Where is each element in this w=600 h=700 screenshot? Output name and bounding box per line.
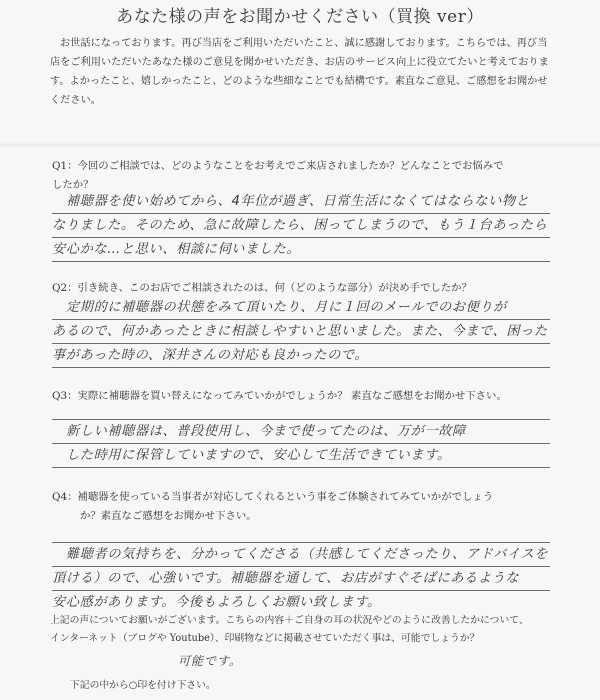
answer-1-line-2: なりました。そのため、急に故障したら、困ってしまうので、もう１台あったら bbox=[52, 214, 550, 238]
question-1-label: Q1：今回のご相談では、どのようなことをお考えでご来店されましたか？どんなことでお悩みで bbox=[52, 160, 504, 172]
intro-paragraph: お世話になっております。再び当店をご利用いただいたこと、誠に感謝しております。こちらでは、再び当店をご利用いただいたあなた様のご意見を聞かせいただき、お店のサービス向上に役立てたいと考えております。よかったこと、嬉しかったこと、どのような些細なことでも結構です。素直なご意見、ご感想をお聞かせください。 bbox=[50, 38, 549, 106]
question-1-label-cont: したか？ bbox=[52, 179, 94, 191]
paper-fold bbox=[0, 142, 600, 148]
question-4-label: Q4：補聴器を使っている当事者が対応してくれるという事をご体験されてみていかがでしょう bbox=[52, 491, 494, 503]
answer-4-line-2: 頂ける）ので、心強いです。補聴器を通して、お店がすぐそばにあるような bbox=[52, 567, 550, 591]
answer-4 bbox=[52, 542, 550, 614]
question-4-label-cont: か？素直なご感想をお聞かせ下さい。 bbox=[80, 510, 257, 522]
answer-4-line-3: 安心感があります。今後もよろしくお願い致します。 bbox=[52, 595, 381, 610]
question-2-label: Q2：引き続き、このお店でご相談されたのは、何（どのような部分）が決め手でしたか？ bbox=[52, 282, 472, 294]
question-3 bbox=[52, 387, 552, 406]
select-instruction: 下記の中から○印を付け下さい。 bbox=[70, 680, 216, 691]
answer-2-line-2: あるので、何かあったときに相談しやすいと思いました。また、今まで、困った bbox=[52, 320, 550, 344]
answer-1-line-3: 安心かな…と思い、相談に伺いました。 bbox=[52, 238, 550, 262]
question-4 bbox=[52, 488, 552, 526]
publication-request-line-2: インターネット（ブログや Youtube）、印刷物などに掲載させていただく事は、可能でしょうか？ bbox=[50, 633, 480, 644]
answer-2-line-3: 事があった時の、深井さんの対応も良かったので。 bbox=[52, 344, 550, 368]
answer-3 bbox=[52, 419, 550, 468]
answer-4-line-1: 難聴者の気持ちを、分かってくださる（共感してくださったり、アドバイスを bbox=[52, 542, 550, 567]
question-3-label: Q3：実際に補聴器を買い替えになってみていかがでしょうか？ 素直なご感想をお聞かせ下さい。 bbox=[52, 390, 507, 402]
answer-1 bbox=[52, 190, 550, 262]
answer-2 bbox=[52, 296, 550, 368]
publication-consent-answer: 可能です。 bbox=[178, 654, 243, 668]
answer-3-line-1: 新しい補聴器は、普段使用し、今まで使ってたのは、万が一故障 bbox=[52, 419, 550, 444]
answer-2-line-1: 定期的に補聴器の状態をみて頂いたり、月に１回のメールでのお便りが bbox=[52, 296, 550, 320]
answer-3-line-2: した時用に保管していますので、安心して生活できています。 bbox=[52, 444, 550, 468]
form-title: あなた様の声をお聞かせください（買換 ver） bbox=[116, 7, 484, 27]
publication-request-line-1: 上記の声についてお願いがございます。こちらの内容＋ご自身の耳の状況やどのように改善したかについて、 bbox=[50, 615, 529, 626]
answer-1-line-1: 補聴器を使い始めてから、4年位が過ぎ、日常生活になくてはならない物と bbox=[52, 190, 550, 214]
publication-request bbox=[50, 612, 570, 648]
